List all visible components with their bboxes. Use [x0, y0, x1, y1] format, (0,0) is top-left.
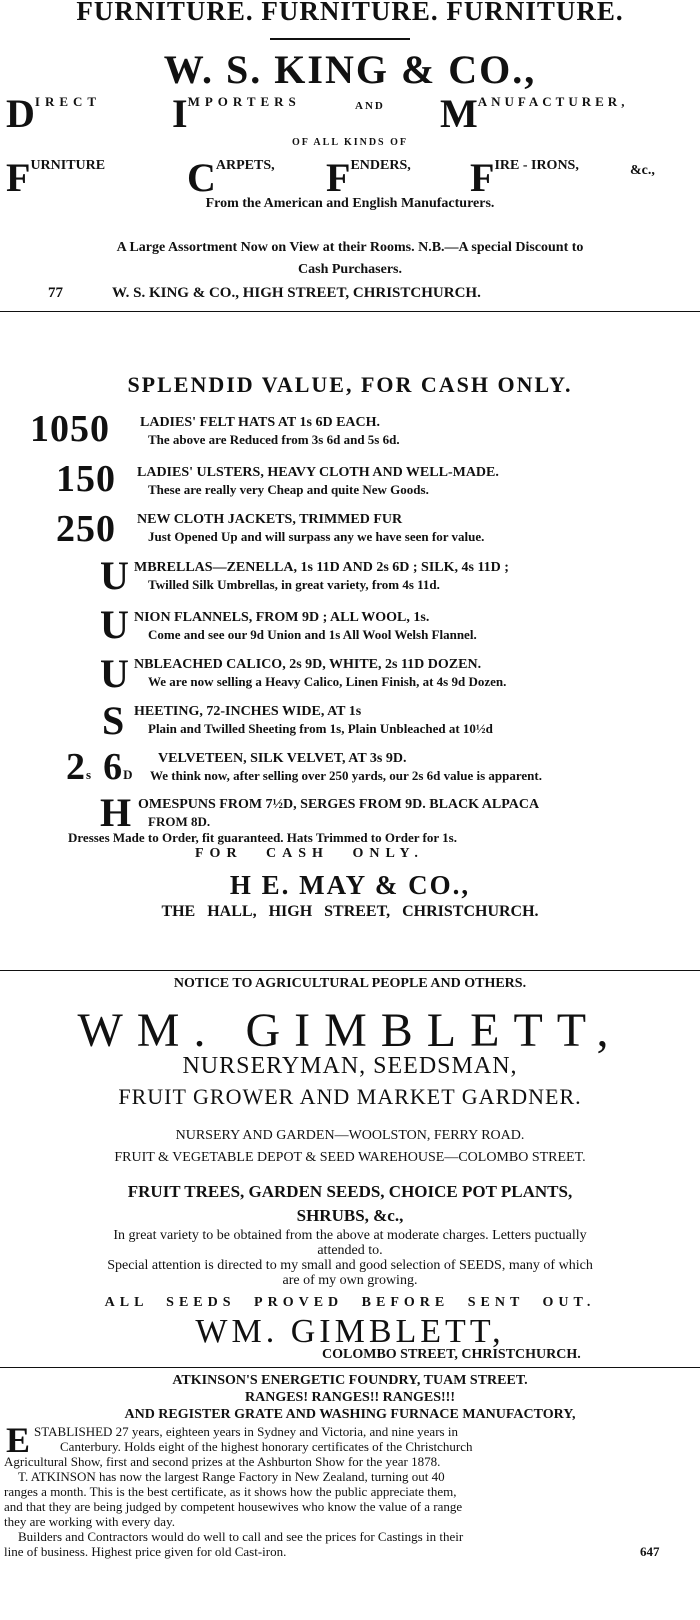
- body-line-4: they are working with every day.: [4, 1514, 175, 1529]
- item-number-250: 250: [56, 508, 116, 550]
- velvet-line-2: We think now, after selling over 250 yards, our 2s 6d value is apparent.: [150, 768, 542, 783]
- umbrellas-cap: U: [100, 553, 129, 598]
- manufacturer-word: [440, 91, 629, 136]
- umbrellas-line-1: MBRELLAS—ZENELLA, 1s 11D AND 2s 6D ; SILK, 4s 11D ;: [134, 560, 509, 575]
- gimblett-name-2: WM. GIMBLETT,: [195, 1313, 505, 1350]
- variety-line-1: In great variety to be obtained from the above at moderate charges. Letters puctually: [113, 1228, 587, 1243]
- homespun-cap: H: [100, 790, 132, 835]
- drop-cap: F: [470, 155, 495, 200]
- atkinson-title: ATKINSON'S ENERGETIC FOUNDRY, TUAM STREET.: [172, 1373, 528, 1388]
- union-cap: U: [100, 602, 129, 647]
- calico-line-2: We are now selling a Heavy Calico, Linen Finish, at 4s 9d Dozen.: [148, 674, 507, 689]
- sheeting-line-1: HEETING, 72-INCHES WIDE, AT 1s: [134, 704, 362, 719]
- velvet-line-1: VELVETEEN, SILK VELVET, AT 3s 9D.: [158, 751, 407, 766]
- special-line-2: are of my own growing.: [282, 1273, 418, 1288]
- word-rest: URNITURE: [30, 158, 106, 173]
- union-line-2: Come and see our 9d Union and 1s All Wool Welsh Flannel.: [148, 627, 477, 642]
- union-line-1: NION FLANNELS, FROM 9D ; ALL WOOL, 1s.: [134, 610, 430, 625]
- splendid-headline: SPLENDID VALUE, FOR CASH ONLY.: [127, 372, 573, 397]
- page-number: 647: [640, 1544, 660, 1559]
- price-shillings: 2: [66, 746, 86, 788]
- body-line-6: line of business. Highest price given for old Cast-iron.: [4, 1544, 287, 1559]
- furniture-banner: FURNITURE. FURNITURE. FURNITURE.: [76, 0, 624, 26]
- item-number-150: 150: [56, 458, 116, 500]
- word-rest: ARPETS,: [215, 158, 275, 173]
- body-line-3: and that they are being judged by competent housewives who know the value of a range: [4, 1499, 463, 1514]
- fruit-grower-title: FRUIT GROWER AND MARKET GARDNER.: [118, 1084, 582, 1109]
- variety-line-2: attended to.: [317, 1243, 383, 1258]
- seeds-proved: ALL SEEDS PROVED BEFORE SENT OUT.: [104, 1295, 596, 1310]
- from-line: From the American and English Manufacturers.: [205, 196, 495, 211]
- body-line-5: Builders and Contractors would do well to call and see the prices for Castings in their: [18, 1529, 464, 1544]
- shillings-mark: s: [86, 767, 92, 782]
- assortment-line-1: A Large Assortment Now on View at their Rooms. N.B.—A special Discount to: [116, 240, 584, 255]
- dresses-line: Dresses Made to Order, fit guaranteed. Hats Trimmed to Order for 1s.: [68, 830, 457, 845]
- drop-cap: M: [440, 91, 478, 136]
- calico-line-1: NBLEACHED CALICO, 2s 9D, WHITE, 2s 11D DOZEN.: [134, 657, 482, 672]
- item-line-150: LADIES' ULSTERS, HEAVY CLOTH AND WELL-MADE.: [137, 465, 499, 480]
- pence-mark: D: [123, 767, 133, 782]
- drop-cap: C: [187, 155, 216, 200]
- king-firm-name: W. S. KING & CO.,: [163, 47, 537, 92]
- fenders-item: [326, 155, 411, 200]
- of-all-kinds: OF ALL KINDS OF: [291, 137, 409, 148]
- address-number: 77: [48, 285, 63, 301]
- king-address: W. S. KING & CO., HIGH STREET, CHRISTCHURCH.: [112, 285, 481, 301]
- homespun-line-1: OMESPUNS FROM 7½D, SERGES FROM 9D. BLACK ALPACA: [138, 797, 540, 812]
- section-rule: [0, 311, 700, 312]
- established-line-2: Canterbury. Holds eight of the highest honorary certificates of the Christchurch: [60, 1439, 473, 1454]
- gimblett-name: WM. GIMBLETT,: [77, 1004, 623, 1057]
- drop-cap: F: [326, 155, 351, 200]
- sheeting-cap: S: [102, 698, 125, 743]
- assortment-line-2: Cash Purchasers.: [298, 262, 402, 277]
- for-cash-only: FOR CASH ONLY.: [195, 846, 424, 861]
- carpets-item: [187, 155, 275, 200]
- gimblett-address: COLOMBO STREET, CHRISTCHURCH.: [322, 1347, 581, 1362]
- established-line-1: STABLISHED 27 years, eighteen years in Sydney and Victoria, and nine years in: [34, 1424, 458, 1439]
- etc: &c.,: [630, 163, 655, 178]
- nursery-address: NURSERY AND GARDEN—WOOLSTON, FERRY ROAD.: [175, 1128, 525, 1143]
- homespun-line-2: FROM 8D.: [148, 814, 211, 829]
- divider: [270, 38, 410, 40]
- and-word: AND: [355, 100, 385, 112]
- drop-cap: D: [6, 91, 35, 136]
- word-rest: ENDERS,: [350, 158, 411, 173]
- drop-cap: I: [172, 91, 188, 136]
- sheeting-line-2: Plain and Twilled Sheeting from 1s, Plain Unbleached at 10½d: [148, 721, 493, 736]
- word-rest: MPORTERS: [187, 94, 301, 109]
- direct-word: [6, 91, 102, 136]
- body-line-1: T. ATKINSON has now the largest Range Factory in New Zealand, turning out 40: [18, 1469, 445, 1484]
- section-rule: [0, 1367, 700, 1368]
- grate-line: AND REGISTER GRATE AND WASHING FURNACE MANUFACTORY,: [124, 1407, 576, 1422]
- item-sub-150: These are really very Cheap and quite New Goods.: [148, 482, 429, 497]
- trees-line-2: SHRUBS, &c.,: [296, 1206, 404, 1225]
- importers-word: [172, 91, 301, 136]
- body-line-2: ranges a month. This is the best certificate, as it shows how the public appreciate them,: [4, 1484, 457, 1499]
- price-pence: 6: [103, 746, 124, 788]
- item-sub-250: Just Opened Up and will surpass any we have seen for value.: [148, 529, 485, 544]
- trees-line-1: FRUIT TREES, GARDEN SEEDS, CHOICE POT PLANTS,: [127, 1182, 573, 1201]
- fireirons-item: [470, 155, 579, 200]
- established-cap: E: [6, 1420, 31, 1460]
- section-rule: [0, 970, 700, 971]
- nurseryman-title: NURSERYMAN, SEEDSMAN,: [182, 1053, 518, 1079]
- furniture-item: [6, 155, 106, 200]
- word-rest: ANUFACTURER,: [477, 94, 629, 109]
- item-number-1050: 1050: [30, 408, 110, 450]
- item-line-1050: LADIES' FELT HATS AT 1s 6D EACH.: [140, 415, 381, 430]
- calico-cap: U: [100, 651, 129, 696]
- word-rest: IRECT: [34, 94, 102, 109]
- may-address: THE HALL, HIGH STREET, CHRISTCHURCH.: [161, 903, 539, 920]
- velvet-price: [66, 745, 132, 789]
- special-line-1: Special attention is directed to my small and good selection of SEEDS, many of which: [107, 1258, 593, 1273]
- established-line-3: Agricultural Show, first and second prizes at the Ashburton Show for the year 1878.: [4, 1454, 441, 1469]
- ranges-line: RANGES! RANGES!! RANGES!!!: [244, 1390, 455, 1405]
- may-firm-name: H E. MAY & CO.,: [229, 870, 471, 900]
- depot-address: FRUIT & VEGETABLE DEPOT & SEED WAREHOUSE—COLOMBO STREET.: [114, 1150, 586, 1165]
- notice-line: NOTICE TO AGRICULTURAL PEOPLE AND OTHERS.: [173, 976, 527, 991]
- item-line-250: NEW CLOTH JACKETS, TRIMMED FUR: [137, 512, 403, 527]
- umbrellas-line-2: Twilled Silk Umbrellas, in great variety, from 4s 11d.: [148, 577, 440, 592]
- drop-cap: F: [6, 155, 31, 200]
- word-rest: IRE - IRONS,: [494, 158, 579, 173]
- item-sub-1050: The above are Reduced from 3s 6d and 5s 6d.: [148, 432, 400, 447]
